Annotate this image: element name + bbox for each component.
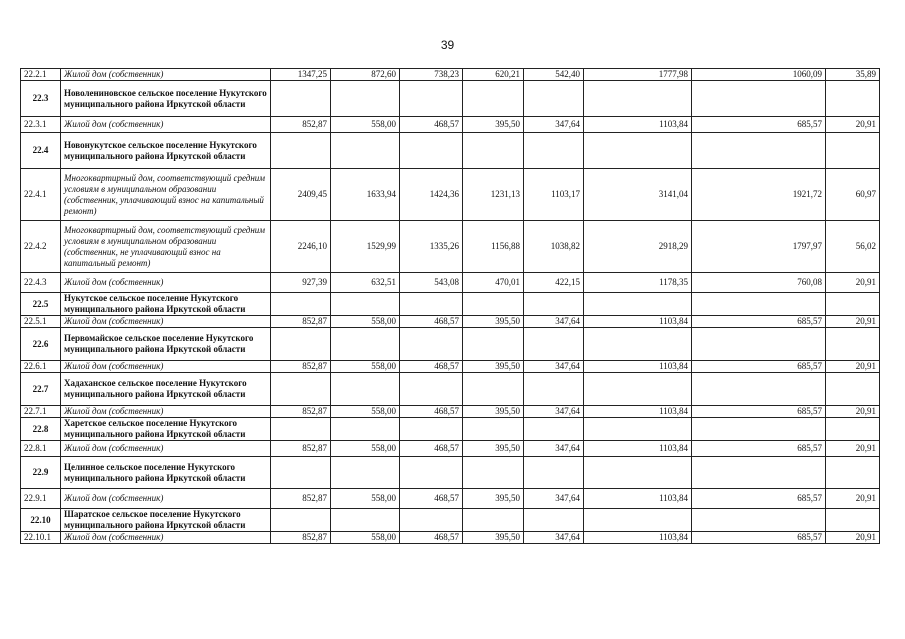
housing-type: Жилой дом (собственник) — [61, 406, 271, 418]
value-cell — [692, 373, 826, 406]
value-cell: 685,57 — [692, 406, 826, 418]
value-cell: 558,00 — [331, 361, 400, 373]
value-cell: 347,64 — [524, 532, 584, 544]
value-cell: 927,39 — [271, 273, 331, 293]
value-cell — [463, 509, 524, 532]
housing-type: Жилой дом (собственник) — [61, 532, 271, 544]
value-cell: 632,51 — [331, 273, 400, 293]
value-cell: 543,08 — [400, 273, 463, 293]
value-cell: 468,57 — [400, 406, 463, 418]
row-code: 22.6 — [21, 328, 61, 361]
value-cell: 3141,04 — [584, 169, 692, 221]
value-cell: 468,57 — [400, 117, 463, 133]
value-cell: 2246,10 — [271, 221, 331, 273]
value-cell — [826, 509, 880, 532]
value-cell — [331, 293, 400, 316]
value-cell: 685,57 — [692, 441, 826, 457]
section-row — [21, 457, 880, 489]
value-cell: 470,01 — [463, 273, 524, 293]
value-cell: 468,57 — [400, 532, 463, 544]
value-cell: 1633,94 — [331, 169, 400, 221]
row-code: 22.6.1 — [21, 361, 61, 373]
value-cell: 1103,84 — [584, 489, 692, 509]
value-cell: 1103,84 — [584, 441, 692, 457]
row-code: 22.8.1 — [21, 441, 61, 457]
value-cell — [400, 293, 463, 316]
value-cell: 558,00 — [331, 316, 400, 328]
value-cell: 56,02 — [826, 221, 880, 273]
value-cell — [271, 373, 331, 406]
value-cell — [271, 133, 331, 169]
row-code: 22.3.1 — [21, 117, 61, 133]
value-cell — [826, 328, 880, 361]
row-code: 22.10 — [21, 509, 61, 532]
section-title: Целинное сельское поселение Нукутского муниципального района Иркутской области — [61, 457, 271, 489]
section-title: Нукутское сельское поселение Нукутского муниципального района Иркутской области — [61, 293, 271, 316]
housing-type: Многоквартирный дом, соответствующий средним условиям в муниципальном образовании (собственник, уплачивающий взнос на капитальный ремонт) — [61, 169, 271, 221]
section-title: Хадаханское сельское поселение Нукутского муниципального района Иркутской области — [61, 373, 271, 406]
value-cell — [463, 418, 524, 441]
value-cell — [826, 457, 880, 489]
row-code: 22.4 — [21, 133, 61, 169]
value-cell — [271, 418, 331, 441]
value-cell: 1103,84 — [584, 532, 692, 544]
value-cell — [400, 133, 463, 169]
value-cell — [584, 133, 692, 169]
value-cell: 347,64 — [524, 361, 584, 373]
value-cell — [331, 373, 400, 406]
value-cell — [331, 457, 400, 489]
value-cell: 852,87 — [271, 361, 331, 373]
value-cell — [271, 293, 331, 316]
value-cell: 852,87 — [271, 117, 331, 133]
row-code: 22.10.1 — [21, 532, 61, 544]
value-cell — [692, 81, 826, 117]
table-row — [21, 361, 880, 373]
value-cell: 760,08 — [692, 273, 826, 293]
value-cell — [692, 133, 826, 169]
value-cell — [463, 293, 524, 316]
section-title: Харетское сельское поселение Нукутского муниципального района Иркутской области — [61, 418, 271, 441]
housing-type: Жилой дом (собственник) — [61, 316, 271, 328]
value-cell: 1103,84 — [584, 406, 692, 418]
value-cell: 1103,84 — [584, 316, 692, 328]
value-cell: 685,57 — [692, 489, 826, 509]
section-title: Шаратское сельское поселение Нукутского муниципального района Иркутской области — [61, 509, 271, 532]
value-cell: 558,00 — [331, 406, 400, 418]
value-cell — [271, 457, 331, 489]
value-cell: 1921,72 — [692, 169, 826, 221]
value-cell — [584, 509, 692, 532]
value-cell: 685,57 — [692, 316, 826, 328]
value-cell: 347,64 — [524, 316, 584, 328]
value-cell — [400, 373, 463, 406]
row-code: 22.2.1 — [21, 69, 61, 81]
section-title: Новолениновское сельское поселение Нукутского муниципального района Иркутской области — [61, 81, 271, 117]
row-code: 22.3 — [21, 81, 61, 117]
value-cell: 60,97 — [826, 169, 880, 221]
value-cell — [692, 293, 826, 316]
housing-type: Многоквартирный дом, соответствующий средним условиям в муниципальном образовании (собственник, не уплачивающий взнос на капитальный ремонт) — [61, 221, 271, 273]
value-cell — [826, 81, 880, 117]
row-code: 22.5 — [21, 293, 61, 316]
value-cell — [524, 133, 584, 169]
value-cell: 395,50 — [463, 406, 524, 418]
value-cell: 852,87 — [271, 406, 331, 418]
section-row — [21, 293, 880, 316]
value-cell — [584, 418, 692, 441]
value-cell — [692, 328, 826, 361]
value-cell: 468,57 — [400, 361, 463, 373]
value-cell — [271, 328, 331, 361]
value-cell — [271, 509, 331, 532]
value-cell — [692, 509, 826, 532]
value-cell: 1347,25 — [271, 69, 331, 81]
table-row — [21, 273, 880, 293]
value-cell — [331, 133, 400, 169]
value-cell — [331, 509, 400, 532]
value-cell: 1797,97 — [692, 221, 826, 273]
value-cell: 685,57 — [692, 361, 826, 373]
value-cell: 395,50 — [463, 316, 524, 328]
value-cell — [826, 133, 880, 169]
value-cell — [331, 81, 400, 117]
value-cell: 852,87 — [271, 489, 331, 509]
value-cell: 685,57 — [692, 532, 826, 544]
value-cell: 1178,35 — [584, 273, 692, 293]
value-cell: 2409,45 — [271, 169, 331, 221]
table-row — [21, 169, 880, 221]
value-cell — [463, 373, 524, 406]
value-cell: 347,64 — [524, 117, 584, 133]
value-cell — [331, 418, 400, 441]
row-code: 22.9.1 — [21, 489, 61, 509]
value-cell — [400, 328, 463, 361]
value-cell: 872,60 — [331, 69, 400, 81]
value-cell — [826, 293, 880, 316]
value-cell — [524, 509, 584, 532]
value-cell: 395,50 — [463, 489, 524, 509]
table-row — [21, 117, 880, 133]
value-cell: 1060,09 — [692, 69, 826, 81]
section-row — [21, 418, 880, 441]
value-cell: 1424,36 — [400, 169, 463, 221]
value-cell — [400, 457, 463, 489]
value-cell — [463, 328, 524, 361]
page-number: 39 — [440, 38, 455, 52]
value-cell: 685,57 — [692, 117, 826, 133]
value-cell: 620,21 — [463, 69, 524, 81]
value-cell: 852,87 — [271, 316, 331, 328]
value-cell — [331, 328, 400, 361]
row-code: 22.8 — [21, 418, 61, 441]
value-cell — [524, 81, 584, 117]
value-cell: 20,91 — [826, 406, 880, 418]
table-row — [21, 489, 880, 509]
value-cell: 395,50 — [463, 361, 524, 373]
value-cell — [584, 293, 692, 316]
value-cell: 558,00 — [331, 117, 400, 133]
value-cell: 852,87 — [271, 532, 331, 544]
value-cell: 558,00 — [331, 532, 400, 544]
value-cell: 347,64 — [524, 406, 584, 418]
value-cell: 1103,84 — [584, 361, 692, 373]
value-cell: 2918,29 — [584, 221, 692, 273]
value-cell — [271, 81, 331, 117]
section-title: Первомайское сельское поселение Нукутского муниципального района Иркутской области — [61, 328, 271, 361]
table-row — [21, 221, 880, 273]
row-code: 22.4.1 — [21, 169, 61, 221]
value-cell — [463, 81, 524, 117]
value-cell: 20,91 — [826, 316, 880, 328]
value-cell: 20,91 — [826, 361, 880, 373]
value-cell — [463, 133, 524, 169]
value-cell — [463, 457, 524, 489]
value-cell: 1103,84 — [584, 117, 692, 133]
tariff-table — [20, 68, 880, 544]
value-cell: 20,91 — [826, 117, 880, 133]
value-cell: 347,64 — [524, 441, 584, 457]
value-cell — [524, 457, 584, 489]
section-row — [21, 328, 880, 361]
row-code: 22.4.2 — [21, 221, 61, 273]
value-cell: 468,57 — [400, 316, 463, 328]
table-row — [21, 532, 880, 544]
value-cell — [826, 373, 880, 406]
row-code: 22.7.1 — [21, 406, 61, 418]
housing-type: Жилой дом (собственник) — [61, 117, 271, 133]
housing-type: Жилой дом (собственник) — [61, 361, 271, 373]
value-cell: 1156,88 — [463, 221, 524, 273]
value-cell: 20,91 — [826, 532, 880, 544]
value-cell — [584, 373, 692, 406]
value-cell: 542,40 — [524, 69, 584, 81]
value-cell: 852,87 — [271, 441, 331, 457]
housing-type: Жилой дом (собственник) — [61, 273, 271, 293]
value-cell — [584, 457, 692, 489]
section-title: Новонукутское сельское поселение Нукутского муниципального района Иркутской области — [61, 133, 271, 169]
value-cell: 20,91 — [826, 273, 880, 293]
value-cell — [400, 418, 463, 441]
housing-type: Жилой дом (собственник) — [61, 69, 271, 81]
table-row — [21, 316, 880, 328]
value-cell: 558,00 — [331, 489, 400, 509]
value-cell — [584, 328, 692, 361]
value-cell: 1777,98 — [584, 69, 692, 81]
row-code: 22.4.3 — [21, 273, 61, 293]
value-cell — [584, 81, 692, 117]
value-cell: 1529,99 — [331, 221, 400, 273]
value-cell — [400, 81, 463, 117]
section-row — [21, 373, 880, 406]
row-code: 22.7 — [21, 373, 61, 406]
value-cell — [826, 418, 880, 441]
value-cell: 20,91 — [826, 489, 880, 509]
value-cell: 20,91 — [826, 441, 880, 457]
housing-type: Жилой дом (собственник) — [61, 441, 271, 457]
value-cell — [524, 328, 584, 361]
value-cell: 347,64 — [524, 489, 584, 509]
row-code: 22.9 — [21, 457, 61, 489]
table-row — [21, 406, 880, 418]
value-cell: 468,57 — [400, 441, 463, 457]
value-cell: 422,15 — [524, 273, 584, 293]
value-cell: 1103,17 — [524, 169, 584, 221]
value-cell — [692, 457, 826, 489]
section-row — [21, 509, 880, 532]
value-cell — [692, 418, 826, 441]
value-cell: 1231,13 — [463, 169, 524, 221]
value-cell — [524, 373, 584, 406]
value-cell: 558,00 — [331, 441, 400, 457]
value-cell — [524, 293, 584, 316]
table-row — [21, 69, 880, 81]
housing-type: Жилой дом (собственник) — [61, 489, 271, 509]
value-cell: 468,57 — [400, 489, 463, 509]
value-cell — [400, 509, 463, 532]
value-cell: 395,50 — [463, 117, 524, 133]
value-cell: 1335,26 — [400, 221, 463, 273]
value-cell: 738,23 — [400, 69, 463, 81]
section-row — [21, 81, 880, 117]
value-cell: 1038,82 — [524, 221, 584, 273]
value-cell: 35,89 — [826, 69, 880, 81]
value-cell — [524, 418, 584, 441]
section-row — [21, 133, 880, 169]
value-cell: 395,50 — [463, 532, 524, 544]
value-cell: 395,50 — [463, 441, 524, 457]
table-row — [21, 441, 880, 457]
row-code: 22.5.1 — [21, 316, 61, 328]
